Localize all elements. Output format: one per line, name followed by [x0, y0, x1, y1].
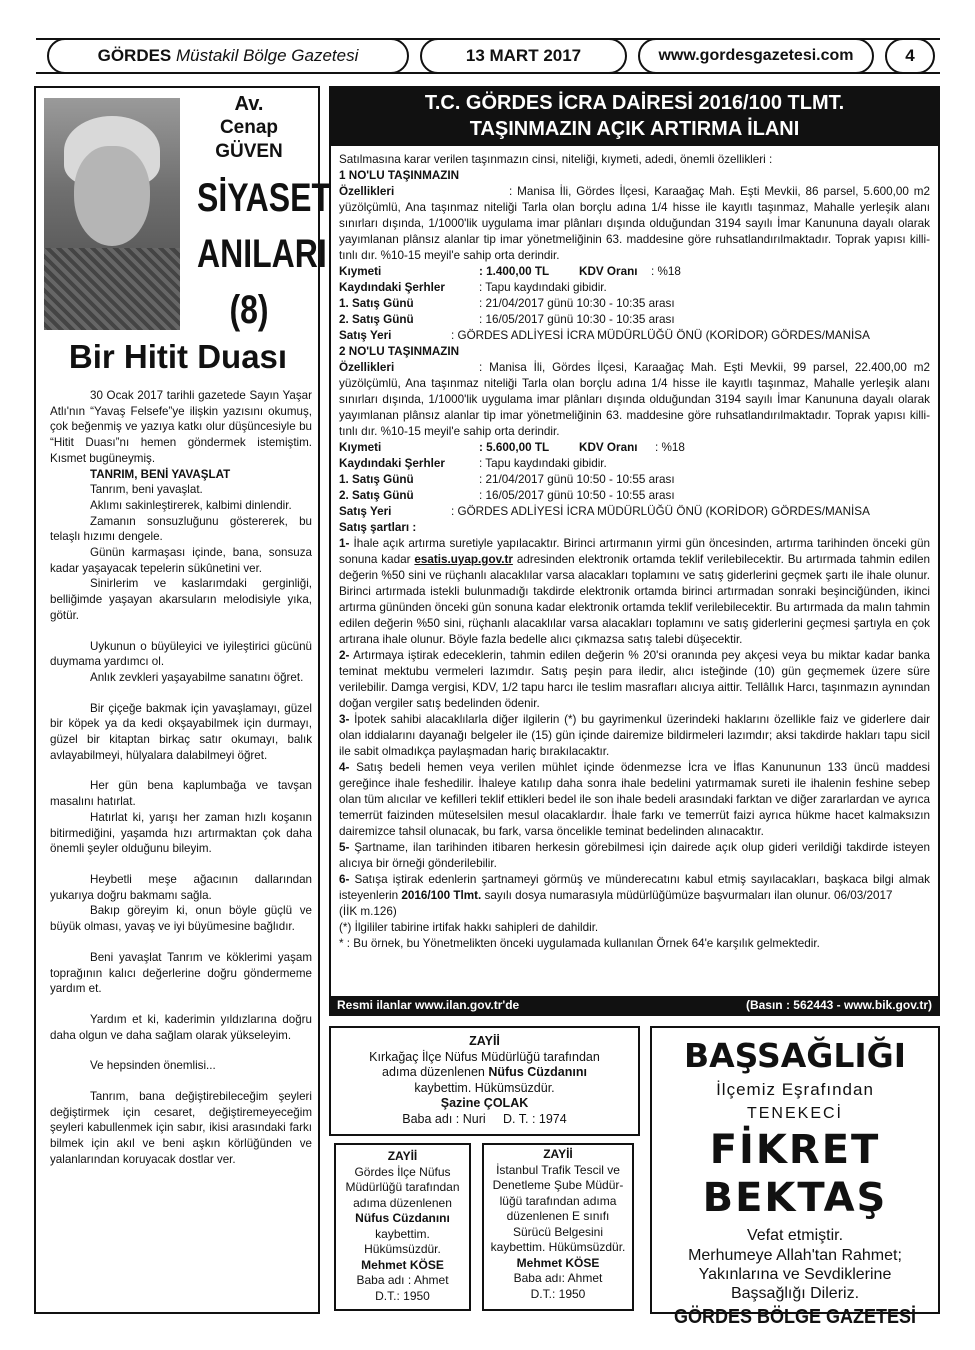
lost-line: D.T.: 1950: [530, 1286, 586, 1301]
author-name: Cenap GÜVEN: [215, 117, 283, 162]
condition-4: 4- Satış bedeli hemen veya verilen mühlet içinde ödenmezse İcra ve İflas Kanununun 133 üncü maddesi gereğince ihale feshedilir. İhaleye katılıp daha sonra ihale bedelini yatırmamak sureti ile ihalenin feshine sebep olan tüm alıcılar ve kefilleri teklif ettikleri bedel ile son ihale bedeli arasındaki farktan ve diğer zararlardan ve ayrıca temerrüt faizinden müteselsilen mesul olacaklardır. İhale farkı ve temerrüt faizi ayrıca hükme hacet kalmaksızın dairemizce tahsil olunacak, bu fark, varsa öncelikle teminat bedelinden alınacaktır.: [339, 761, 930, 838]
lost-line: adıma düzenlenen: [353, 1195, 452, 1210]
lost-line: Baba adı : Nuri D. T. : 1974: [402, 1111, 567, 1126]
series-number: (8): [229, 288, 269, 332]
lost-line: Baba adı : Ahmet: [356, 1273, 449, 1287]
notice-title: [331, 88, 938, 146]
paragraph: 30 Ocak 2017 tarihli gazetede Sayın Yaşar Atlı'nın “Yavaş Felsefe”ye ilişkin yazısını okumuş, çok beğenmiş ve yazıya katkı olur düşüncesiyle bu “Hitit Duası”nı hemen göndermek istemiştim. Kısmet bugüneymiş.: [50, 389, 312, 465]
article-body: [50, 388, 312, 1168]
lost-line: Gördes İlçe Nüfus: [354, 1164, 451, 1179]
lost-line: kaybettim.: [375, 1226, 430, 1241]
deceased-first-name: FİKRET: [709, 1127, 881, 1173]
lost-line: Denetleme Şube Müdür-: [492, 1178, 624, 1192]
lost-line: Baba adı: Ahmet: [513, 1271, 603, 1285]
condolence-line: İlçemiz Eşrafından: [716, 1080, 874, 1099]
condition-3: 3- İpotek sahibi alacaklılarla diğer ilgilerin (*) bu gayrimenkul üzerindeki haklarını özellikle faiz ve giderlere dair olan iddialarını dayanağı belgeler ile (15) gün içinde dairemize bildirmeleri lazımdır; aksi takdirde hakları tapu sicil ile sabit olmadıkça paylaşmadan hariç bırakılacaktır.: [339, 713, 930, 758]
paper-name-bold: GÖRDES: [97, 46, 172, 65]
condolence-signature: GÖRDES BÖLGE GAZETESİ: [673, 1306, 917, 1328]
lost-name: Mehmet KÖSE: [361, 1257, 444, 1272]
lost-line: kaybettim. Hükümsüzdür.: [414, 1080, 555, 1095]
paragraph-heading: TANRIM, BENİ YAVAŞLAT: [90, 467, 231, 481]
lost-name: Mehmet KÖSE: [516, 1255, 600, 1270]
column-heading: [184, 92, 331, 334]
condition-5: 5- Şartname, ilan tarihinden itibaren herkesin görebilmesi için dairede açık olup gideri verildiği takdirde isteyen alıcıya bir örneği gönderilebilir.: [339, 841, 930, 870]
page-number-pill: [885, 38, 935, 74]
lost-line: düzenlenen E sınıfı: [506, 1209, 610, 1223]
paragraph: Yardım et ki, kaderimin yıldızlarına doğru daha olgun ve daha sağlam olarak yükseleyim.: [50, 1012, 312, 1042]
esatis-link[interactable]: esatis.uyap.gov.tr: [414, 553, 513, 566]
paragraph: Tanrım, bana değiştirebileceğim şeyleri değiştirmek için cesaret, değiştiremeyeceğim şeyleri kabullenmek için sabır, ikisi arasındaki farkı bilmek için akıl ve beni aşkın körlüğünden ve yalanlarından koruyacak dostlar ver.: [50, 1090, 312, 1166]
issue-date: 13 MART 2017: [465, 46, 582, 65]
lost-title: ZAYİİ: [469, 1034, 500, 1048]
series-line2: ANILARI: [197, 232, 327, 276]
condolence-line: Merhumeye Allah'tan Rahmet;: [688, 1247, 902, 1264]
lost-line: Sürücü Belgesini: [512, 1224, 604, 1239]
paper-name-rest: Müstakil Bölge Gazetesi: [176, 46, 359, 65]
deceased-last-name: BEKTAŞ: [702, 1175, 888, 1221]
paragraph: Anlık zevkleri yaşayabilme sanatını öğret.: [90, 670, 304, 684]
lost-title: ZAYİİ: [387, 1149, 418, 1163]
article-title: Bir Hitit Duası: [68, 338, 288, 375]
property1-value: Kıymeti : 1.400,00 TL KDV Oranı : %18: [339, 265, 681, 278]
website-pill: [638, 38, 874, 74]
masthead-pill: [47, 38, 409, 74]
lost-line: Müdürlüğü tarafından: [345, 1180, 460, 1194]
lost-line: Hükümsüzdür.: [364, 1242, 441, 1256]
paragraph: Sinirlerim ve kaslarımdaki gerginliği, belliğimde yaşayan akarsuların melodisiyle yıka, götür.: [50, 577, 312, 622]
condolence-title: BAŞSAĞLIĞI: [683, 1036, 907, 1075]
lost-line: kaybettim. Hükümsüzdür.: [490, 1240, 626, 1254]
property2-records: Kaydındaki Şerhler : Tapu kaydındaki gibidir.: [339, 457, 607, 470]
condolence-line: TENEKECİ: [746, 1105, 843, 1122]
paragraph: Günün karmaşası içinde, bana, sonsuza kadar yaşayacak tepelerin sükûnetini ver.: [50, 546, 312, 575]
lost-line: İstanbul Trafik Tescil ve: [496, 1162, 620, 1177]
website-url: www.gordesgazetesi.com: [658, 47, 854, 64]
lost-notice-2: [334, 1143, 471, 1311]
footer-left: Resmi ilanlar www.ilan.gov.tr'de: [337, 998, 520, 1012]
lost-line: D.T.: 1950: [375, 1288, 430, 1303]
condition-1: 1- İhale açık artırma suretiyle yapılacaktır. Birinci artırmanın yirmi gün öncesinden, artırma tarihinden önceki gün sonuna kadar esatis.uyap.gov.tr adresinden elektronik ortamda teklif verilebilecektir. Bu artırmada tahmin edilen değerin %50 sini ve rüçhanlı alacaklılar varsa alacakları toplamını ve satış giderlerini geçmek şartı ile ihale olunur. Birinci artırmada istekli bulunmadığı takdirde elektronik ortamda birinci artırmadan sonraki beşinciğünden, ikinci artırma gününden önceki gün sonuna kadar elektronik ortamda teklif verilebilecektir. Bu artırmada da malın tahmin edilen değerin %50 sini, rüçhanlı alacaklılar varsa alacakları toplamını ve satış giderlerini geçmesi şartıyla en çok artırana ihale olunur. Böyle fazla bedelle alıcı çıkmazsa satış talebi düşecektir.: [339, 537, 931, 646]
notice-footer: [331, 996, 938, 1014]
property2-value: Kıymeti : 5.600,00 TL KDV Oranı : %18: [339, 441, 685, 454]
paragraph: Beni yavaşlat Tanrım ve köklerimi yaşam toprağının kalıcı değerlerine doğru göndermeme yardım et.: [50, 950, 312, 996]
conditions-label: Satış şartları :: [339, 521, 417, 534]
paragraph: Her gün bena kaplumbağa ve tavşan masalını hatırlat.: [50, 779, 312, 809]
condolence-line: Vefat etmiştir.: [746, 1227, 844, 1244]
property1-sale2: 2. Satış Günü : 16/05/2017 günü 10:30 - 10:35 arası: [339, 313, 675, 326]
paragraph: Aklımı sakinleştirerek, kalbimi dinlendir.: [90, 498, 292, 512]
paragraph: Zamanın sonsuzluğunu göstererek, bu telaşlı hızımı dengele.: [50, 514, 312, 544]
condition-6: 6- Satışa iştirak edenlerin şartnameyi görmüş ve münderecatını kabul etmiş sayılacakları, başkaca bilgi almak isteyenlerin 2016/100 Tlmt. sayılı dosya numarasıyla müdürlüğümüze başvurmaları ilan olunur. 06/03/2017: [339, 873, 930, 902]
date-pill: [420, 38, 627, 74]
condolence-line: Yakınlarına ve Sevdiklerine: [698, 1266, 892, 1283]
notice-intro: Satılmasına karar verilen taşınmazın cinsi, niteliği, kıymeti, adedi, önemli özellikleri :: [339, 153, 773, 166]
property1-features: Özellikleri : Manisa İli, Gördes İlçesi, Karaağaç Mah. Eşti Mevkii, 86 parsel, 5.600,00 m2 yüzölçümlü, Ana taşınmaz niteliği Tarla olan borçlu adına 1/4 hisse ile kayıtlı taşınmaz, Mahalle yerleşik alanı sınırları dışında, 1/1000'lik uygulama imar plânları dışında olduğundan 3194 sayılı İmar Kanununa dayalı olarak yayımlanan plânsız alanlar tip imar yönetmeliğinin 63. maddesine göre ruhsatlandırılmaktadır. Toprak yapısı killi-tınlı dır. %10-15 meyil'e sahip orta derindir.: [339, 185, 930, 262]
page-number: 4: [905, 46, 915, 65]
auction-notice: [329, 86, 940, 1016]
footnote-2: * : Bu örnek, bu Yönetmelikten önceki uygulamada kullanılan Örnek 64'e karşılık gelmektedir.: [339, 937, 820, 950]
lost-bold: Nüfus Cüzdanını: [355, 1211, 450, 1225]
paragraph: Tanrım, beni yavaşlat.: [90, 483, 203, 497]
lost-line: adıma düzenlenen Nüfus Cüzdanını: [382, 1065, 587, 1079]
lost-notice-1: [329, 1026, 640, 1136]
paragraph: Uykunun o büyüleyici ve iyileştirici gücünü duymama yardımcı ol.: [50, 639, 312, 669]
property1-records: Kaydındaki Şerhler : Tapu kaydındaki gibidir.: [339, 281, 607, 294]
paragraph: Bakıp göreyim ki, onun böyle güçlü ve büyük olması, yavaş ve iyi büyümesine bağlıdır.: [50, 904, 312, 934]
footnote-1: (*) İlgililer tabirine irtifak hakkı sahipleri de dahildir.: [339, 921, 599, 934]
paragraph: Hatırlat ki, yarışı her zaman hızlı koşanın bitirmediğini, yaşamda hızı artırmaktan çok daha önemli şeyler olduğunu bileyim.: [50, 810, 312, 856]
property1-heading: 1 NO'LU TAŞINMAZIN: [339, 169, 460, 182]
paragraph: Heybetli meşe ağacının dallarından yukarıya doğru bakmamı sağla.: [50, 872, 312, 902]
paragraph: Bir çiçeğe bakmak için yavaşlamayı, güzel bir köpek ya da kedi okşayabilmek için durmayı, güzel bir kitaptan birkaç satır okumayı, balık avlayabilmeyi, hülyalara dalabilmeyi öğret.: [50, 701, 312, 762]
property2-heading: 2 NO'LU TAŞINMAZIN: [339, 345, 460, 358]
property2-features: Özellikleri : Manisa İli, Gördes İlçesi, Karaağaç Mah. Eşti Mevkii, 99 parsel, 22.400,00 m2 yüzölçümlü, Ana taşınmaz niteliği Tarla olan borçlu adına 1/4 hisse ile kayıtlı taşınmaz, Mahalle yerleşik alanı sınırları dışında, 1/1000'lik uygulama imar plânları dışında olduğundan 3194 sayılı İmar Kanununa dayalı olarak yayımlanan plânsız alanlar tip imar yönetmeliğinin 63. maddesine göre ruhsatlandırılmaktadır. Toprak yapısı killi-tınlı dır. %10-15 meyil'e sahip orta derindir.: [339, 361, 930, 438]
notice-title-line1: T.C. GÖRDES İCRA DAİRESİ 2016/100 TLMT.: [424, 92, 845, 114]
notice-title-line2: TAŞINMAZIN AÇIK ARTIRMA İLANI: [469, 118, 800, 140]
author-photo: [44, 98, 180, 330]
series-line1: SİYASET: [197, 176, 331, 220]
property2-sale1: 1. Satış Günü : 21/04/2017 günü 10:50 - 10:55 arası: [339, 473, 675, 486]
lost-line: Kırkağaç İlçe Nüfus Müdürlüğü tarafından: [369, 1049, 600, 1064]
author-prefix: Av.: [234, 93, 264, 115]
lost-line: lüğü tarafından adıma: [499, 1193, 617, 1208]
condolence-ad: [650, 1026, 940, 1328]
law-reference: (İİK m.126): [339, 905, 397, 918]
condition-2: 2- Artırmaya iştirak edeceklerin, tahmin edilen değerin % 20'si oranında pey akçesi veya bu miktar kadar banka teminat mektubu vermeleri lazımdır. Satış peşin para iledir, alıcı isteğinde (10) gün geçmemek üzere süre verilebilir. Damga vergisi, KDV, 1/2 tapu harcı ile teslim masrafları alıcıya aittir. Tellâllık Harcı, taşınmazın aynından doğan vergiler satış bedelinden ödenir.: [339, 649, 930, 710]
column-article: [34, 86, 331, 1314]
condolence-line: Başsağlığı Dileriz.: [730, 1285, 860, 1302]
lost-name: Şazine ÇOLAK: [440, 1096, 529, 1110]
lost-notice-3: [482, 1143, 634, 1311]
paragraph: Ve hepsinden önemlisi...: [90, 1059, 216, 1073]
footer-right: (Basın : 562443 - www.bik.gov.tr): [745, 998, 932, 1012]
lost-title: ZAYİİ: [543, 1147, 573, 1161]
property2-place: Satış Yeri : GÖRDES ADLİYESİ İCRA MÜDÜRLÜĞÜ ÖNÜ (KORİDOR) GÖRDES/MANİSA: [339, 505, 870, 518]
property1-sale1: 1. Satış Günü : 21/04/2017 günü 10:30 - 10:35 arası: [339, 297, 675, 310]
property2-sale2: 2. Satış Günü : 16/05/2017 günü 10:50 - 10:55 arası: [339, 489, 675, 502]
notice-body: [331, 146, 938, 952]
property1-place: Satış Yeri : GÖRDES ADLİYESİ İCRA MÜDÜRLÜĞÜ ÖNÜ (KORİDOR) GÖRDES/MANİSA: [339, 329, 870, 342]
